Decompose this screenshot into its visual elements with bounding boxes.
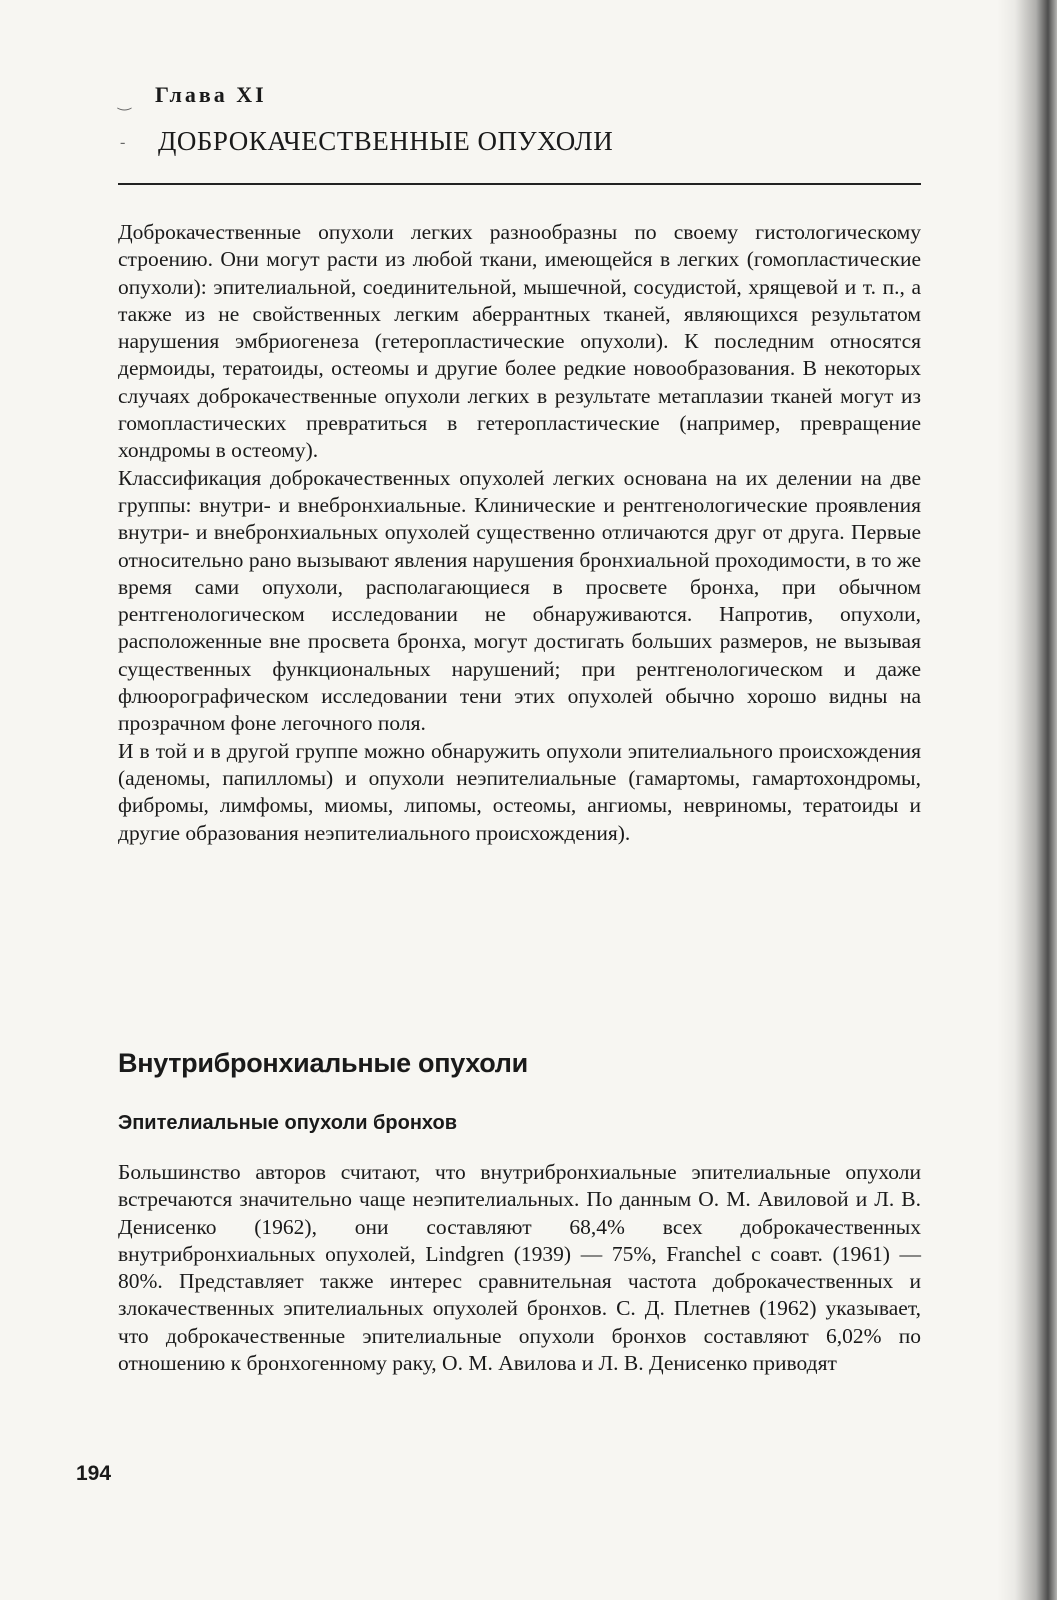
paragraph: Классификация доброкачественных опухолей легких основана на их делении на две группы: внутри- и внебронхиальные. Клинические и рентгенологические проявления внутри- и внебронхиальных опухолей существенно отличаются друг от друга. Первые относительно рано вызывают явления нарушения бронхиальной проходимости, в то же время сами опухоли, располагающиеся в просвете бронха, при обычном рентгенологическом исследовании не обнаруживаются. Напротив, опухоли, расположенные вне просвета бронха, могут достигать больших размеров, не вызывая существенных функциональных нарушений; при рентгенологическом и даже флюорографическом исследовании тени этих опухолей обычно хорошо видны на прозрачном фоне легочного поля. <box>118 465 921 736</box>
intro-text <box>118 219 921 847</box>
pencil-mark: - <box>120 134 126 151</box>
subsection-title: Эпителиальные опухоли бронхов <box>118 1112 458 1134</box>
page-number: 194 <box>76 1462 112 1485</box>
paragraph: Доброкачественные опухоли легких разнообразны по своему гистологическому строению. Они могут расти из любой ткани, имеющейся в легких (гомопластические опухоли): эпителиальной, соединительной, мышечной, сосудистой, хрящевой и т. п., а также из не свойственных легким аберрантных тканей, являющихся результатом нарушения эмбриогенеза (гетеропластические опухоли). К последним относятся дермоиды, тератоиды, остеомы и другие более редкие новообразования. В некоторых случаях доброкачественные опухоли легких в результате метаплазии тканей могут из гомопластических превратиться в гетеропластические (например, превращение хондромы в остеому). <box>118 220 921 463</box>
chapter-label: Глава XI <box>155 82 267 107</box>
paragraph: И в той и в другой группе можно обнаружить опухоли эпителиального происхождения (аденомы, папилломы) и опухоли неэпителиальные (гамартомы, гамартохондромы, фибромы, лимфомы, миомы, липомы, остеомы, ангиомы, невриномы, тератоиды и другие образования неэпителиального происхождения). <box>118 738 921 845</box>
chapter-divider <box>118 183 921 185</box>
pencil-mark: ‿ <box>118 94 131 111</box>
paragraph: Большинство авторов считают, что внутрибронхиальные эпителиальные опухоли встречаются значительно чаще неэпителиальных. По данным О. М. Авиловой и Л. В. Денисенко (1962), они составляют 68,4% всех доброкачественных внутрибронхиальных опухолей, Lindgren (1939) — 75%, Franchel с соавт. (1961) — 80%. Представляет также интерес сравнительная частота доброкачественных и злокачественных эпителиальных опухолей бронхов. С. Д. Плетнев (1962) указывает, что доброкачественные эпителиальные опухоли бронхов составляют 6,02% по отношению к бронхогенному раку, О. М. Авилова и Л. В. Денисенко приводят <box>118 1160 921 1376</box>
section-title: Внутрибронхиальные опухоли <box>118 1048 528 1078</box>
page-edge-shadow <box>997 0 1057 1600</box>
chapter-title: ДОБРОКАЧЕСТВЕННЫЕ ОПУХОЛИ <box>158 126 614 156</box>
section-text <box>118 1159 921 1377</box>
